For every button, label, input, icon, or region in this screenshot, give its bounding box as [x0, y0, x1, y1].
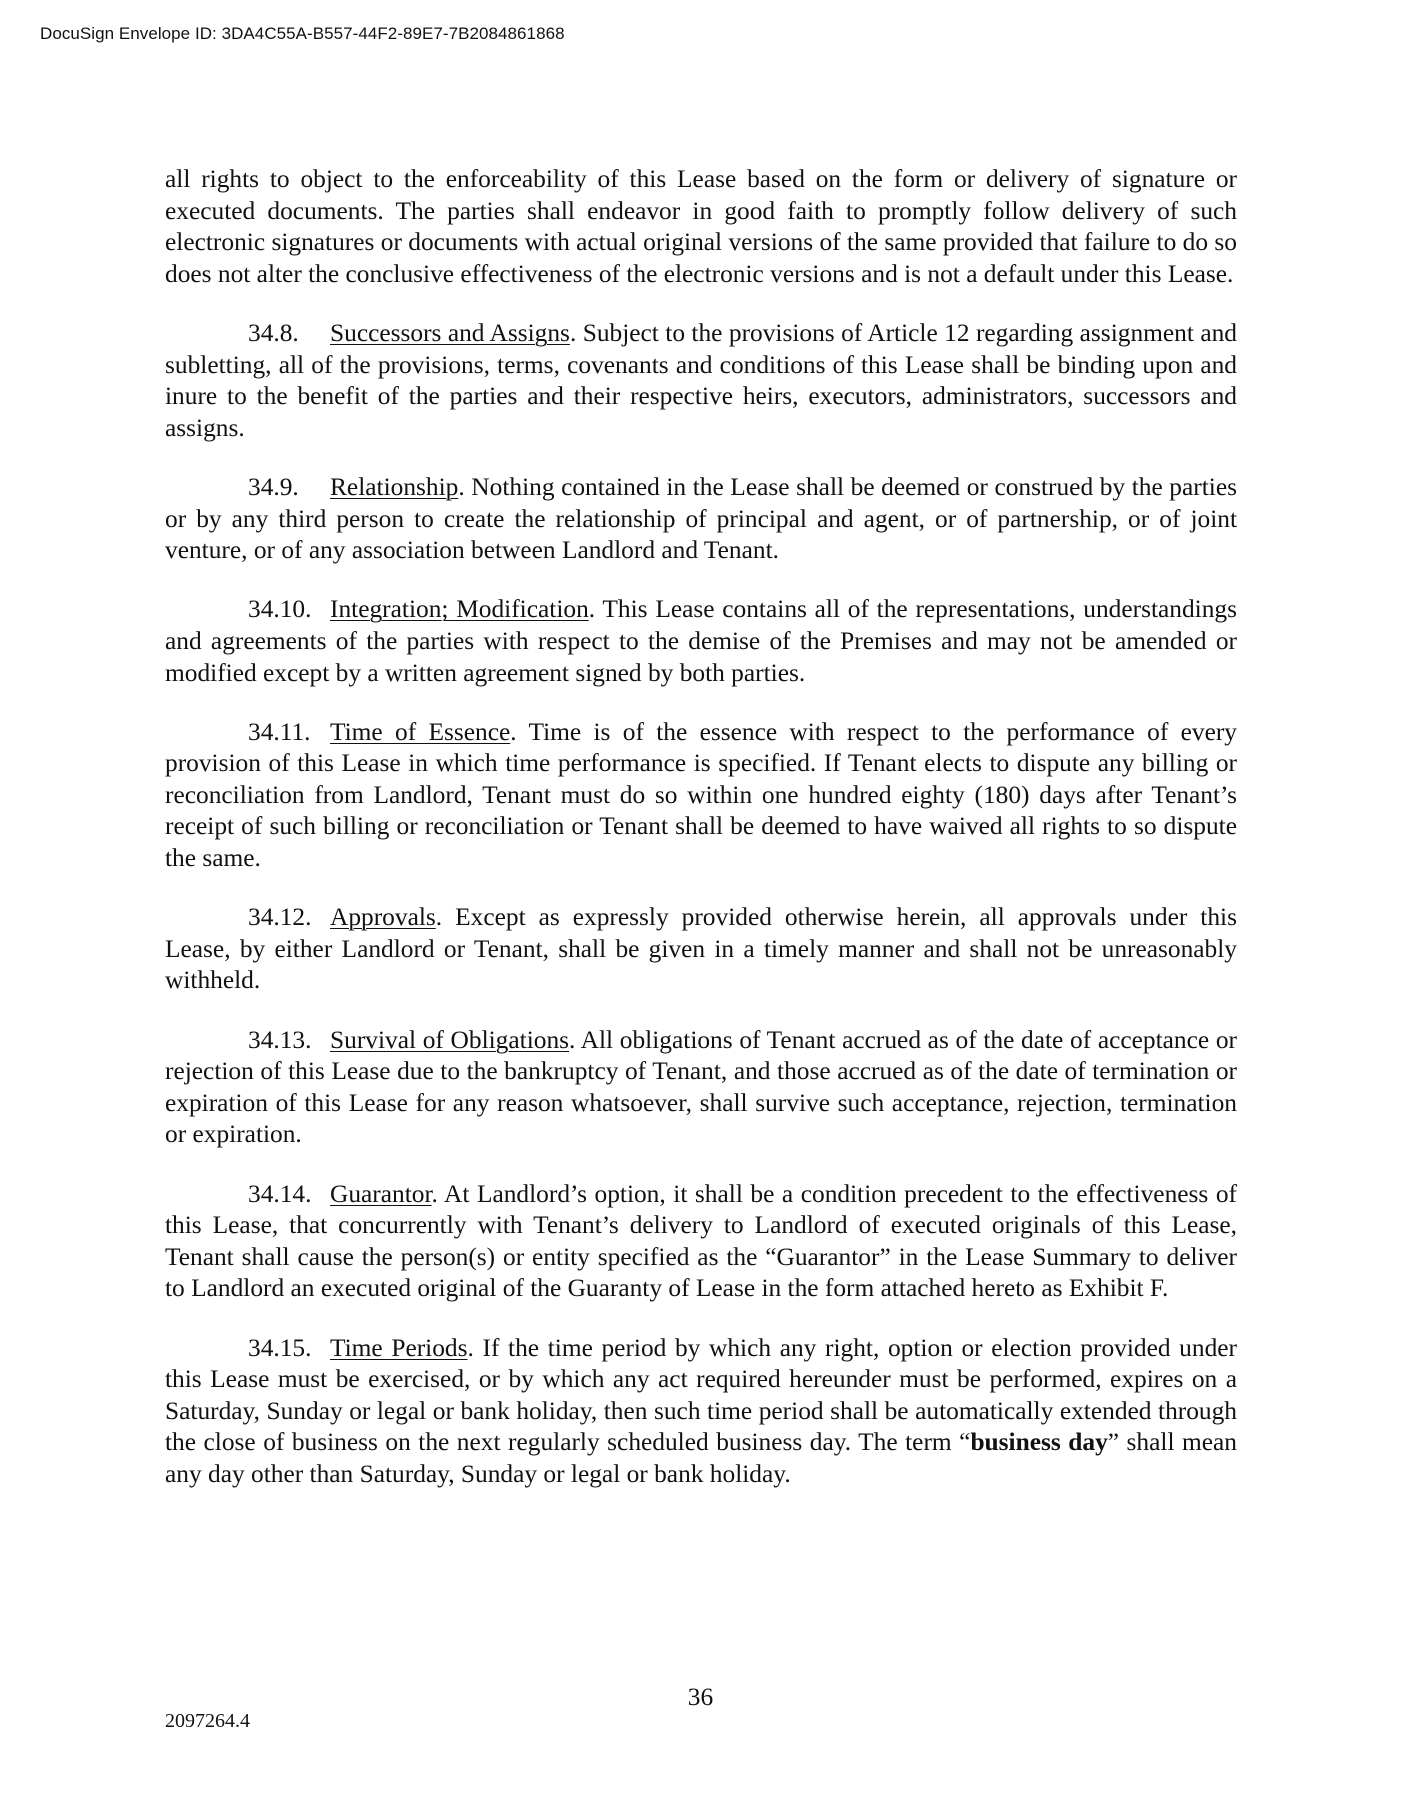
section-number: 34.10.	[248, 595, 312, 624]
defined-term: business day	[970, 1428, 1108, 1457]
section-heading: Survival of Obligations	[330, 1025, 570, 1054]
section-heading: Guarantor	[330, 1179, 432, 1208]
section-heading: Integration; Modification	[330, 595, 589, 624]
section-34-12	[165, 902, 1237, 997]
section-number: 34.9.	[248, 472, 299, 501]
document-body	[165, 164, 1237, 1518]
section-number: 34.12.	[248, 903, 312, 932]
section-text: . At Landlord’s option, it shall be a condition precedent to the effectiveness of this Lease, that concurrently with Tenant’s delivery to Landlord of executed originals of this Lease, Tenant shall cause the person(s) or entity specified as the “Guarantor” in the Lease Summary to deliver to Landlord an executed original of the Guaranty of Lease in the form attached hereto as Exhibit F.	[165, 1179, 1237, 1303]
section-heading: Approvals	[330, 903, 436, 932]
section-heading: Successors and Assigns	[330, 318, 570, 347]
section-number: 34.8.	[248, 318, 299, 347]
section-number: 34.15.	[248, 1333, 312, 1362]
section-number: 34.13.	[248, 1025, 312, 1054]
section-34-9	[165, 472, 1237, 567]
page-number: 36	[687, 1683, 714, 1711]
section-heading: Time of Essence	[330, 717, 511, 746]
section-34-13	[165, 1025, 1237, 1151]
section-text: . All obligations of Tenant accrued as of the date of acceptance or rejection of this Lease due to the bankruptcy of Tenant, and those accrued as of the date of termination or expiration of this Lease for any reason whatsoever, shall survive such acceptance, rejection, termination or expiration.	[165, 1025, 1237, 1149]
section-number: 34.11.	[248, 717, 311, 746]
document-id: 2097264.4	[165, 1710, 250, 1732]
section-34-15	[165, 1333, 1237, 1491]
continuation-paragraph: all rights to object to the enforceability of this Lease based on the form or delivery of signature or executed documents. The parties shall endeavor in good faith to promptly follow delivery of such electronic signatures or documents with actual original versions of the same provided that failure to do so does not alter the conclusive effectiveness of the electronic versions and is not a default under this Lease.	[165, 165, 1237, 288]
section-34-10	[165, 594, 1237, 689]
section-heading: Relationship	[330, 472, 459, 501]
section-text-after: ” shall mean any day other than Saturday, Sunday or legal or bank holiday.	[165, 1428, 1237, 1488]
section-text: . Except as expressly provided otherwise herein, all approvals under this Lease, by either Landlord or Tenant, shall be given in a timely manner and shall not be unreasonably withheld.	[165, 903, 1237, 995]
section-text: . If the time period by which any right, option or election provided under this Lease must be exercised, or by which any act required hereunder must be performed, expires on a Saturday, Sunday or legal or bank holiday, then such time period shall be automatically extended through the close of business on the next regularly scheduled business day. The term “	[165, 1333, 1237, 1457]
section-text: . This Lease contains all of the representations, understandings and agreements of the parties with respect to the demise of the Premises and may not be amended or modified except by a written agreement signed by both parties.	[165, 595, 1237, 687]
section-number: 34.14.	[248, 1179, 312, 1208]
section-34-11	[165, 717, 1237, 875]
docusign-envelope-id: DocuSign Envelope ID: 3DA4C55A-B557-44F2-89E7-7B2084861868	[40, 24, 565, 43]
section-heading: Time Periods	[330, 1333, 468, 1362]
section-text: . Time is of the essence with respect to the performance of every provision of this Lease in which time performance is specified. If Tenant elects to dispute any billing or reconciliation from Landlord, Tenant must do so within one hundred eighty (180) days after Tenant’s receipt of such billing or reconciliation or Tenant shall be deemed to have waived all rights to so dispute the same.	[165, 717, 1237, 873]
section-34-14	[165, 1179, 1237, 1305]
section-text: . Subject to the provisions of Article 12 regarding assignment and subletting, all of the provisions, terms, covenants and conditions of this Lease shall be binding upon and inure to the benefit of the parties and their respective heirs, executors, administrators, successors and assigns.	[165, 318, 1237, 442]
section-text: . Nothing contained in the Lease shall be deemed or construed by the parties or by any third person to create the relationship of principal and agent, or of partnership, or of joint venture, or of any association between Landlord and Tenant.	[165, 472, 1237, 565]
section-34-8	[165, 318, 1237, 444]
